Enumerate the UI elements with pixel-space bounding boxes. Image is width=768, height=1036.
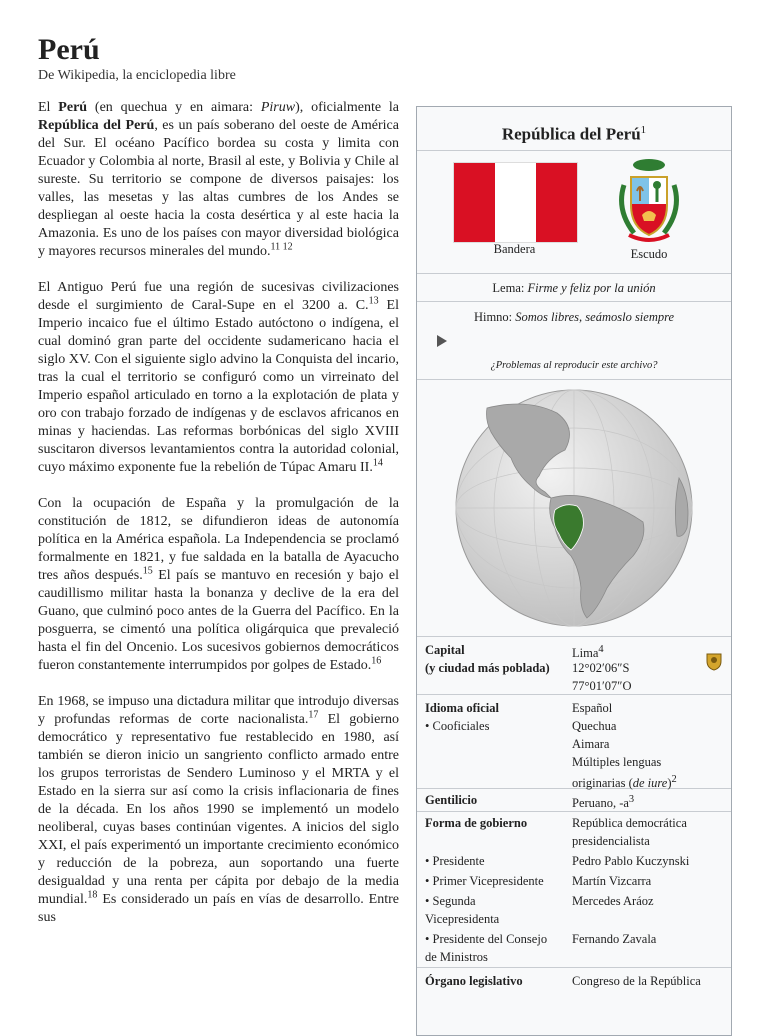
coofficial-quechua[interactable]: Quechua [572,719,617,733]
second-vp-label: • Segunda [425,894,476,908]
page-subtitle: De Wikipedia, la enciclopedia libre [38,68,236,83]
flag-label[interactable]: Bandera [493,242,536,256]
italic-term: Piruw [260,100,296,115]
legislature-row [417,968,731,998]
page-title: Perú [38,33,100,66]
capital-link[interactable]: Lima [572,646,599,661]
motto-label: Lema: [492,281,528,295]
capital-longitude[interactable]: 77°01′07″O [572,679,632,693]
council-president-value[interactable]: Fernando Zavala [572,932,657,946]
anthem-label: Himno: [473,310,516,324]
capital-emblem-icon[interactable] [703,649,725,671]
text: Con la ocupación de España y la promulgación de la constitución de 1812, se difundieron ideas de autonomía política en la América española. La Independencia se proclamó formalmente en 1821, y fue saldada en la batalla de Ayacucho tres años después. [38,496,399,583]
paragraph-intro [38,99,399,261]
government-value-cont[interactable]: presidencialista [572,834,650,848]
text: El Antiguo Perú fue una región de sucesivas civilizaciones desde el surgimiento de Caral-Supe en el 3200 a. C. [38,280,399,313]
infobox-title-text: República del Perú [501,124,641,144]
flag-image[interactable] [453,162,578,243]
demonym-value [572,791,634,812]
reference-link[interactable]: 15 [142,565,153,577]
demonym-text: Peruano, -a [572,796,629,811]
text: En 1968, se impuso una dictadura militar que introdujo diversas y profundas reformas de corte nacionalista. [38,694,399,727]
reference-link[interactable]: 2 [671,774,677,785]
text: ) [667,776,672,791]
first-vp-label: • Primer Vicepresidente [425,874,544,888]
capital-sublabel: (y ciudad más poblada) [425,661,550,675]
capital-row [417,637,731,695]
legislature-value[interactable]: Congreso de la República [572,974,701,988]
playback-help-link[interactable]: ¿Problemas al reproducir este archivo? [490,360,658,371]
capital-latitude[interactable]: 12°02′06″S [572,661,630,675]
language-label: Idioma oficial [425,701,499,715]
text: El [38,100,59,115]
paragraph-modern [38,693,399,927]
article-body [38,99,399,945]
play-icon[interactable] [437,335,447,347]
motto-row [417,274,731,302]
legislature-label: Órgano legislativo [425,974,523,988]
reference-link[interactable]: 16 [371,655,382,667]
council-president-label: • Presidente del Consejo [425,932,548,946]
demonym-row [417,789,731,812]
government-label: Forma de gobierno [425,816,528,830]
text: Es considerado un país en vías de desarrollo. Entre sus [38,892,399,925]
government-value[interactable]: República democrática [572,816,687,830]
infobox-title [417,107,731,151]
text: (en quechua y en aimara: [87,100,261,115]
government-row [417,812,731,968]
reference-link[interactable]: 4 [598,644,604,655]
reference-link[interactable]: 17 [308,709,319,721]
motto-value: Firme y feliz por la unión [527,281,656,295]
language-row [417,695,731,789]
orthographic-globe-map[interactable] [447,388,701,628]
anthem-heading [417,310,731,325]
second-vp-value[interactable]: Mercedes Aráoz [572,894,654,908]
reference-link[interactable]: 1 [640,124,647,136]
text: , es un país soberano del oeste de América del Sur. El océano Pacífico bordea su costa y limita con Ecuador y Colombia al norte, Brasil al este, y Bolivia y Chile al sureste. Su territorio se compone de diversos paisajes: los valles, las mesetas y las altas cumbres de los Andes se despliegan al oeste hacia la costa desértica y al este hacia la Amazonia. Es uno de los países con mayor diversidad biológica y mayores recursos minerales del mundo. [38,118,399,259]
text: El país se mantuvo en recesión y bajo el caudillismo militar hasta la bonanza y declive de la era del Guano, que culminó poco antes de la Guerra del Pacífico. En la posguerra, se cimentó una política oligárquica que prevaleció hasta el fin del Oncenio. Los sucesivos gobiernos democráticos fueron constantemente interrumpidos por golpes de Estado. [38,568,399,673]
text: originarias ( [572,776,633,791]
coofficial-native-languages[interactable]: Múltiples lenguas [572,755,662,769]
reference-link[interactable]: 14 [372,457,383,469]
council-president-label-cont: de Ministros [425,950,488,964]
location-map [417,380,731,637]
anthem-value[interactable]: Somos libres, seámoslo siempre [515,310,675,324]
paragraph-history [38,279,399,477]
second-vp-label-cont: Vicepresidenta [425,912,500,926]
anthem-row [417,302,731,380]
national-symbols [417,151,731,274]
bold-term: Perú [58,100,88,115]
bold-term: República del Perú [38,118,155,133]
coat-of-arms-icon[interactable] [614,155,684,243]
language-value[interactable]: Español [572,701,613,715]
first-vp-value[interactable]: Martín Vizcarra [572,874,652,888]
president-label: • Presidente [425,854,485,868]
demonym-label: Gentilicio [425,793,478,807]
reference-link[interactable]: 3 [628,794,635,805]
president-value[interactable]: Pedro Pablo Kuczynski [572,854,690,868]
paragraph-independence [38,495,399,675]
capital-label: Capital [425,643,465,657]
coofficial-label: • Cooficiales [425,719,490,733]
de-iure-term[interactable]: de iure [632,776,668,791]
coat-label[interactable]: Escudo [630,247,668,261]
text: El gobierno democrático y representativo fue restablecido en 1980, así también se dieron inicio un sangriento conflicto armado entre los grupos terroristas de Sendero Luminoso y el MRTA y el Estado en la sierra sur así como la crisis inflacionaria de fines de la década. En los años 1990 se implementó un modelo neoliberal, cuyas bases continúan vigentes. A inicios del siglo XXI, el país experimentó un importante crecimiento económico y reducción de la pobreza, aun soportando una fuerte desigualdad y una renta per cápita por debajo de la media mundial. [38,712,399,907]
reference-link[interactable]: 18 [87,889,98,901]
text: El Imperio incaico fue el último Estado autóctono o indígena, el cual dominó gran parte del occidente sudamericano hacia el siglo XV. Con el siguiente siglo advino la Conquista del incario, tras la cual el territorio se configuró como un virreinato del Imperio español articulado en torno a la explotación de plata y oro con trabajo forzado de indígenas y de esclavos africanos en minas y haciendas. Las reformas borbónicas del siglo XVIII suscitaron diversos levantamientos contra la autoridad colonial, cuyo máximo exponente fue la rebelión de Túpac Amaru II. [38,298,399,475]
infobox [416,106,732,1036]
reference-link[interactable]: 11 12 [270,241,293,253]
reference-link[interactable]: 13 [368,295,379,307]
text: ), oficialmente la [295,100,399,115]
coofficial-aimara[interactable]: Aimara [572,737,610,751]
